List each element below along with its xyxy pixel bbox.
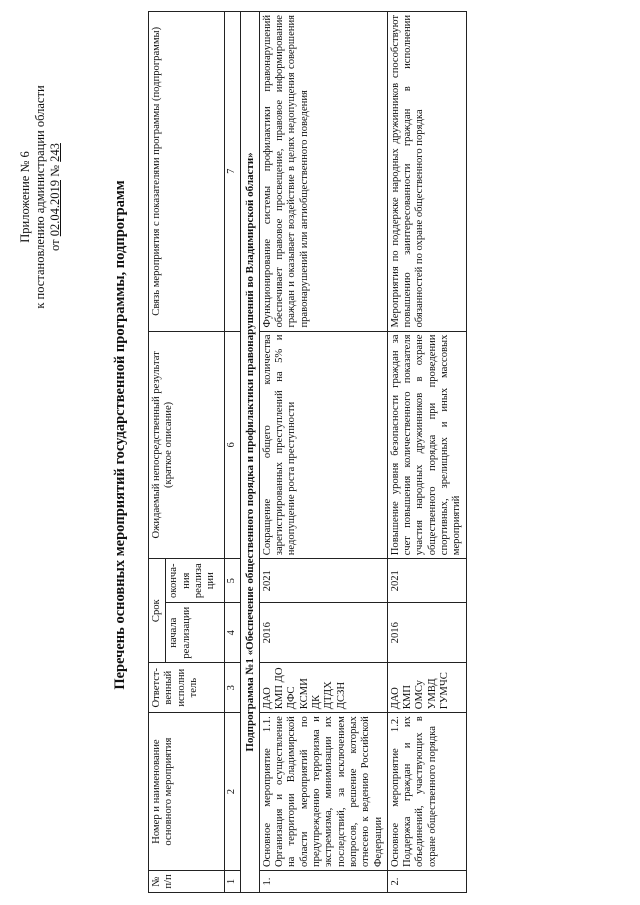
annex-date: 02.04.2019 [48, 180, 62, 237]
annex-resolution: к постановлению администрации области [33, 85, 47, 309]
row-number: 1. [259, 871, 387, 893]
col-num-header: № п/п [149, 871, 225, 893]
expected-result: Повышение уровня безопасности граждан за счет повышения количественного показателя участия народных дружинников в охране общественного порядка при проведении спортивных, зрелищных и иных массовых мероприятий [387, 331, 466, 559]
col-term-header: Срок [149, 559, 166, 663]
col-end-header: оконча-ния реализа ции [166, 559, 225, 603]
measure-name: Основное мероприятие 1.1. Организация и осуществление на территории Владимирской области мероприятий по предупреждению терроризма и экстремизма, минимизации их последствий, за исключением вопросов, решение которых отнесено к ведению Российской Федерации [259, 713, 387, 871]
start-year: 2016 [259, 603, 387, 663]
col-number: 6 [225, 331, 240, 559]
measure-name: Основное мероприятие 1.2. Поддержка граждан и их объединений, участвующих в охране общественного порядка [387, 713, 466, 871]
responsible: ДАО КМП ДО ДФС КСМИ ДК ДТДХ ДСЗН [259, 663, 387, 713]
col-number: 4 [225, 603, 240, 663]
start-year: 2016 [387, 603, 466, 663]
end-year: 2021 [387, 559, 466, 603]
annex-doc-number: 243 [48, 143, 62, 162]
indicator-link: Функционирование системы профилактики правонарушений обеспечивает правовое просвещение, правовое информирование граждан и оказывает воздействие в целях недопущения совершения правонарушений или антиобщественного поведения [259, 12, 387, 332]
indicator-link: Мероприятия по поддержке народных дружинников способствуют повышению заинтересованности граждан в исполнении обязанностей по охране общественного порядка [387, 12, 466, 332]
col-number: 7 [225, 12, 240, 332]
row-number: 2. [387, 871, 466, 893]
annex-date-line: от 02.04.2019 № 243 [48, 143, 62, 251]
annex-header [18, 47, 63, 347]
expected-result: Сокращение общего количества зарегистрированных преступлений на 5% и недопущение роста преступности [259, 331, 387, 559]
table-row [387, 12, 466, 893]
col-name-header: Номер и наименование основного мероприятия [149, 713, 225, 871]
measures-table [148, 11, 467, 893]
page-title: Перечень основных мероприятий государственной программы, подпрограмм [112, 180, 128, 690]
end-year: 2021 [259, 559, 387, 603]
col-result-header: Ожидаемый непосредственный результат (краткое описание) [149, 331, 225, 559]
responsible: ДАО КМП ОМСу УМВД ГУМЧС [387, 663, 466, 713]
header-row [149, 12, 166, 893]
col-number: 1 [225, 871, 240, 893]
subprogram-title: Подпрограмма №1 «Обеспечение общественного порядка и профилактики правонарушений во Владимирской области» [240, 12, 259, 893]
col-number: 3 [225, 663, 240, 713]
column-numbers-row [225, 12, 240, 893]
col-link-header: Связь мероприятия с показателями программы (подпрограммы) [149, 12, 225, 332]
subprogram-row [240, 12, 259, 893]
annex-number: Приложение № 6 [18, 151, 32, 243]
col-resp-header: Ответст-венный исполни тель [149, 663, 225, 713]
table-row [259, 12, 387, 893]
col-number: 2 [225, 713, 240, 871]
col-start-header: начала реализации [166, 603, 225, 663]
col-number: 5 [225, 559, 240, 603]
